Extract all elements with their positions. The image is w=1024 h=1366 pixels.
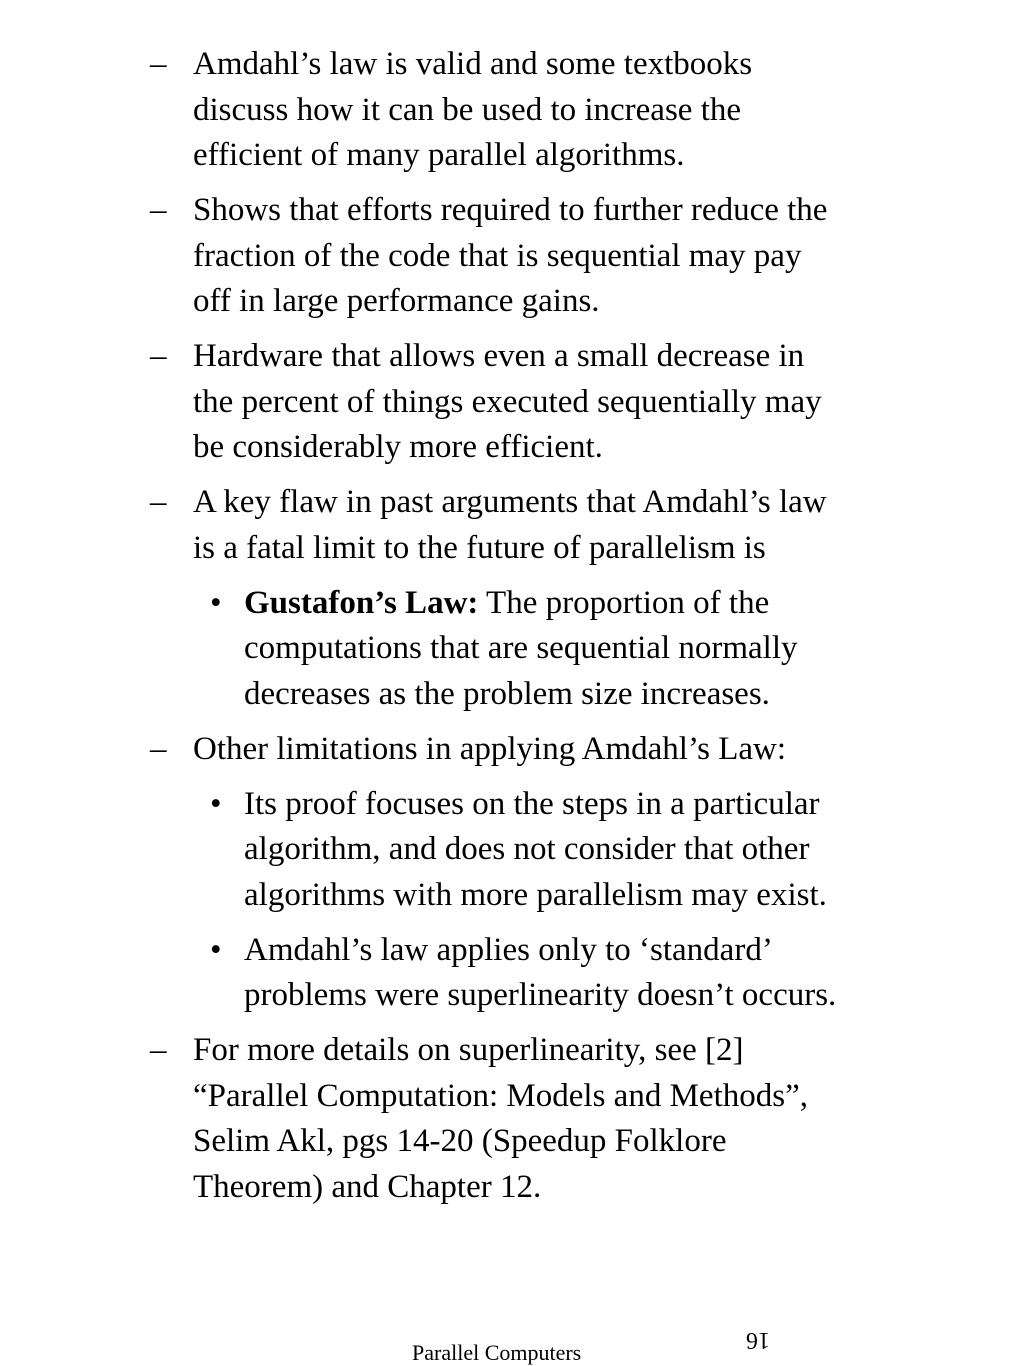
bullet-item-amdahl-valid [150, 42, 950, 179]
dash-marker: – [150, 338, 167, 374]
bullet-text-line: A key flaw in past arguments that Amdahl’s law [193, 484, 827, 520]
bullet-text-line: be considerably more efficient. [193, 429, 603, 465]
dash-marker: – [150, 192, 167, 228]
bullet-marker: • [210, 584, 222, 621]
bullet-text-line: is a fatal limit to the future of parallelism is [193, 529, 766, 566]
bullet-item-more-details [150, 1028, 950, 1210]
bullet-item-sequential-efforts [150, 188, 950, 325]
bullet-text-line: Amdahl’s law is valid and some textbooks [193, 46, 753, 82]
bullet-text-line: efficient of many parallel algorithms. [193, 137, 685, 173]
dash-marker: – [150, 1032, 167, 1068]
bullet-item-hardware [150, 334, 950, 471]
bullet-text-line: For more details on superlinearity, see [2] [193, 1032, 744, 1068]
bullet-text-line: fraction of the code that is sequential may pay [193, 237, 802, 274]
bullet-text-line: algorithms with more parallelism may exist. [244, 876, 827, 913]
bullet-text-line: Shows that efforts required to further reduce the [193, 192, 828, 228]
bullet-marker: • [210, 931, 222, 968]
bold-term: Gustafon’s Law: [244, 584, 479, 621]
dash-marker: – [150, 730, 167, 767]
dash-marker: – [150, 46, 167, 82]
bullet-text-line: Its proof focuses on the steps in a particular [244, 785, 820, 822]
dash-marker: – [150, 484, 167, 520]
bullet-text-line: Other limitations in applying Amdahl’s Law: [193, 730, 787, 767]
bullet-text-line: discuss how it can be used to increase the [193, 91, 742, 128]
bullet-text-line: computations that are sequential normally [244, 630, 798, 666]
bullet-text-line: the percent of things executed sequentially may [193, 383, 822, 420]
bullet-text-line [244, 581, 950, 627]
bullet-text-line: “Parallel Computation: Models and Methods”, [193, 1077, 808, 1114]
bullet-marker: • [210, 785, 222, 822]
bullet-text-line: algorithm, and does not consider that other [244, 831, 810, 867]
bullet-item-other-limitations [150, 727, 950, 773]
bullet-text-line: Amdahl’s law applies only to ‘standard’ [244, 931, 773, 968]
sub-bullet-proof-focus [150, 782, 950, 919]
bullet-text-line: Theorem) and Chapter 12. [193, 1168, 542, 1205]
bullet-text-line: off in large performance gains. [193, 283, 600, 319]
bullet-text-line: problems were superlinearity doesn’t occurs. [244, 977, 837, 1013]
bullet-text-fragment: The proportion of the [478, 584, 770, 621]
bullet-text-line: decreases as the problem size increases. [244, 675, 770, 712]
page-number: 16 [746, 1327, 770, 1353]
bullet-text-line: Selim Akl, pgs 14-20 (Speedup Folklore [193, 1123, 727, 1159]
bullet-list [150, 42, 950, 1220]
sub-bullet-standard-problems [150, 928, 950, 1019]
footer-title: Parallel Computers [412, 1340, 582, 1365]
bullet-text-line: Hardware that allows even a small decrease in [193, 338, 805, 374]
sub-bullet-gustafon-law [150, 581, 950, 718]
bullet-item-key-flaw [150, 480, 950, 571]
